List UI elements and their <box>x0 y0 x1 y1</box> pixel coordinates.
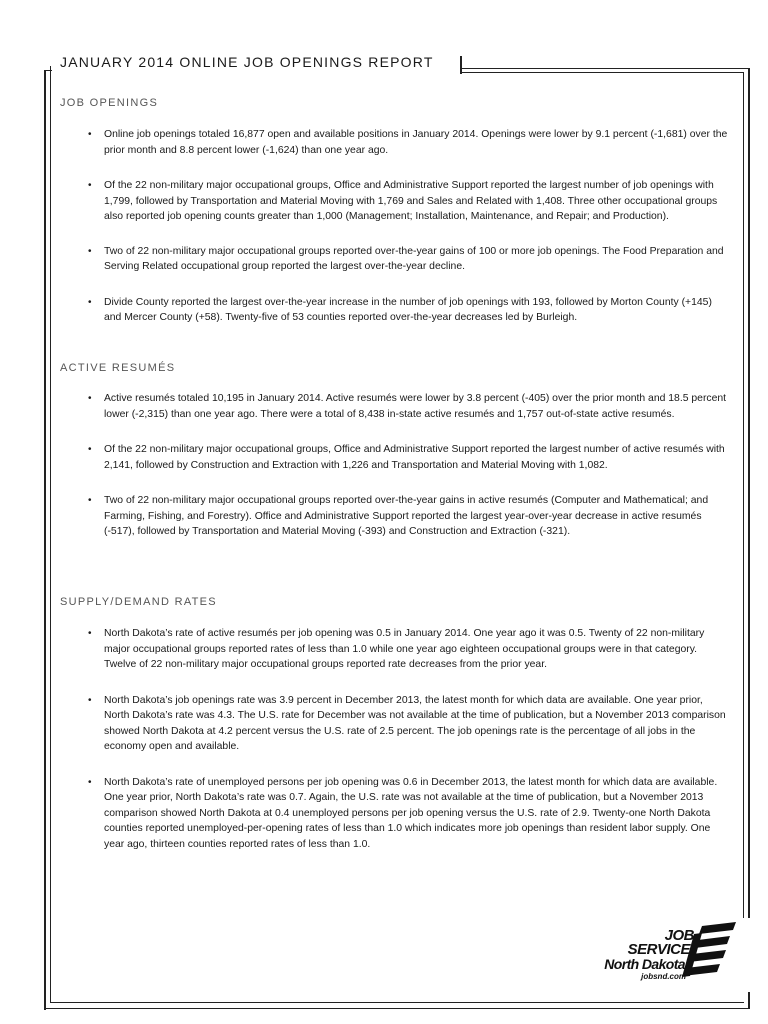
bullet-icon: • <box>88 444 92 455</box>
logo-service-text: SERVICE <box>627 941 690 958</box>
bullet-icon: • <box>88 180 92 191</box>
frame-bottom-1 <box>44 1008 748 1009</box>
logo-url-text: jobsnd.com <box>641 972 686 981</box>
bullet-icon: • <box>88 694 92 706</box>
bullet-icon: • <box>88 495 92 506</box>
job-openings-list <box>70 127 730 346</box>
logo-north-dakota-text: North Dakota <box>604 956 685 972</box>
bullet-icon: • <box>88 628 92 639</box>
list-item: • Of the 22 non-military major occupational groups, Office and Administrative Support reported the largest number of active resumés with 2,141, followed by Construction and Extraction with 1,226 and Transportation and Material Moving with 1,082. <box>88 444 725 471</box>
section-heading-active-resumes: ACTIVE RESUMÉS <box>60 362 176 374</box>
list-item: • Two of 22 non-military major occupational groups reported over-the-year gains in active resumés (Computer and Mathematical; and Farming, Fishing, and Forestry). Office and Administrative Support reported the largest year-over-year decrease in active resumés (-517), followed by Transportation and Material Moving (-393) and Construction and Extraction (-321). <box>88 495 709 537</box>
frame-left-inner <box>50 66 51 1002</box>
section-heading-supply-demand: SUPPLY/DEMAND RATES <box>60 596 217 608</box>
frame-right-inner <box>743 72 744 918</box>
frame-bottom-2 <box>50 1002 744 1003</box>
list-item: • Active resumés totaled 10,195 in January 2014. Active resumés were lower by 3.8 percent (-405) over the prior month and 18.5 percent lower (-2,315) than one year ago. There were a total of 8,438 in-state active resumés and 1,757 out-of-state active resumés. <box>88 393 727 420</box>
bullet-icon: • <box>88 129 92 140</box>
list-item: • Online job openings totaled 16,877 open and available positions in January 2014. Openings were lower by 9.1 percent (-1,681) over the prior month and 8.8 percent lower (-1,624) than one year ago. <box>88 129 728 156</box>
report-title: JANUARY 2014 ONLINE JOB OPENINGS REPORT <box>60 54 434 70</box>
list-item: • Of the 22 non-military major occupational groups, Office and Administrative Support reported the largest number of job openings with 1,799, followed by Transportation and Material Moving with 1,769 and Sales and Related with 1,408. Three other occupational groups also reported job opening counts greater than 1,000 (Management; Installation, Maintenance, and Repair; and Production). <box>88 180 718 222</box>
active-resumes-list <box>70 391 730 560</box>
list-item: • North Dakota’s job openings rate was 3.9 percent in December 2013, the latest month for which data are available. One year prior, North Dakota’s rate was 4.3. The U.S. rate for December was not available at the time of publication, but a November 2013 comparison showed North Dakota at 4.2 percent versus the U.S. rate of 2.5 percent. The job openings rate is the percentage of all jobs in the economy open and available. <box>88 694 726 752</box>
bullet-icon: • <box>88 245 92 257</box>
logo-job-text: JOB <box>664 927 694 944</box>
bullet-icon: • <box>88 776 92 788</box>
frame-right-outer <box>748 68 750 918</box>
job-service-north-dakota-logo <box>606 920 740 986</box>
list-item: • Two of 22 non-military major occupational groups reported over-the-year gains of 100 or more job openings. The Food Preparation and Serving Related occupational group reported the largest over-the-year decline. <box>88 245 724 272</box>
frame-top-right-1 <box>460 68 750 69</box>
list-item: • North Dakota’s rate of unemployed persons per job opening was 0.6 in December 2013, the latest month for which data are available. One year prior, North Dakota’s rate was 0.7. Again, the U.S. rate was not available at the time of publication, but a November 2013 comparison showed North Dakota at 0.4 unemployed persons per job opening versus the U.S. rate of 2.9. Twenty-one North Dakota counties reported unemployed-per-opening rates of less than 1.0 which indicates more job openings than resident labor supply. One year ago, thirteen counties reported rates of less than 1.0. <box>88 776 718 850</box>
bullet-icon: • <box>88 296 92 308</box>
section-heading-job-openings: JOB OPENINGS <box>60 97 159 109</box>
frame-top-right-2 <box>462 72 744 73</box>
bullet-icon: • <box>88 393 92 404</box>
list-item: • North Dakota’s rate of active resumés per job opening was 0.5 in January 2014. One year ago it was 0.5. Twenty of 22 non-military major occupational groups reported rates of less than 1.0 while one year ago eighteen occupational groups were in that category. Twelve of 22 non-military major occupational groups reported rate decreases from the prior year. <box>88 628 705 670</box>
supply-demand-list <box>70 626 730 872</box>
frame-left-tick <box>44 70 52 71</box>
frame-bottom-right-up <box>748 992 750 1009</box>
frame-left-outer <box>44 70 46 1010</box>
list-item: • Divide County reported the largest over-the-year increase in the number of job openings with 193, followed by Morton County (+145) and Mercer County (+58). Twenty-five of 53 counties reported over-the-year decreases led by Burleigh. <box>88 296 712 323</box>
